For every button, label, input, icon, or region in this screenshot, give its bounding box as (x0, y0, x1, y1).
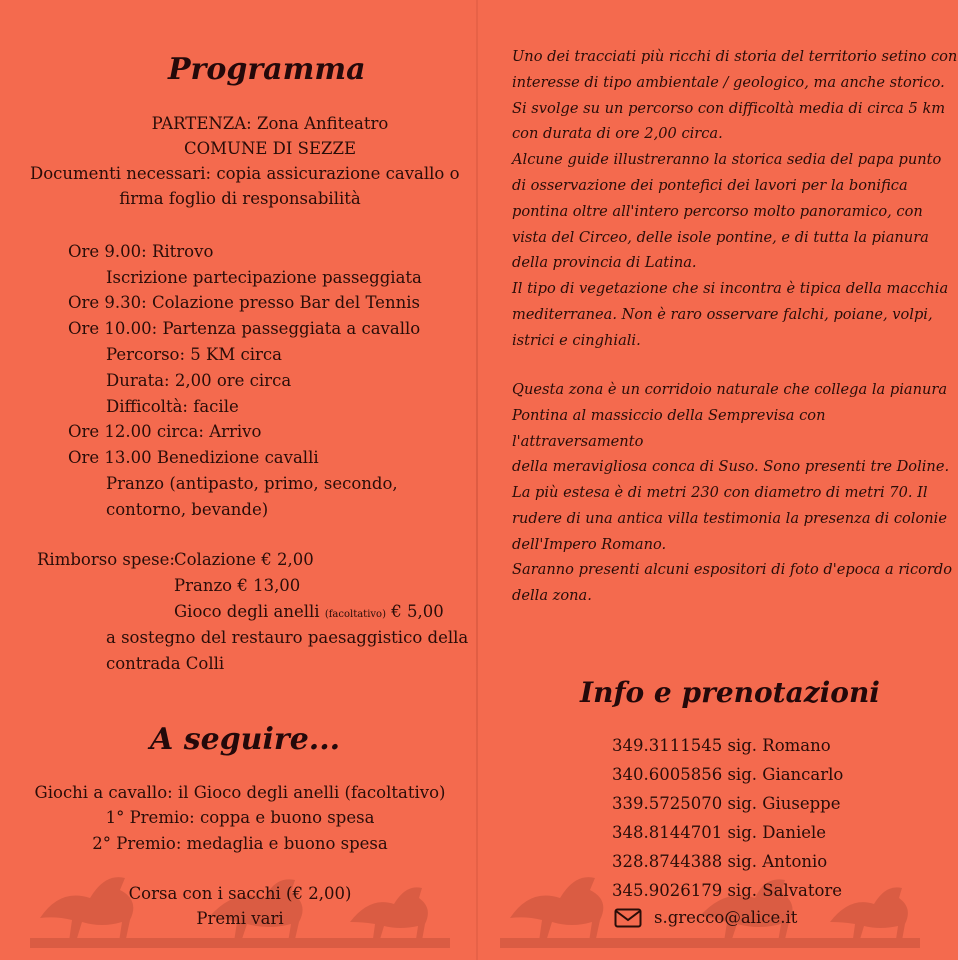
schedule-item: Durata: 2,00 ore circa (106, 371, 292, 390)
description-line: Il tipo di vegetazione che si incontra è tipica della macchia (512, 280, 949, 298)
partenza-line: PARTENZA: Zona Anfiteatro (151, 114, 389, 133)
description-line: Alcune guide illustreranno la storica sedia del papa punto (512, 151, 942, 169)
schedule-item: Pranzo (antipasto, primo, secondo, (106, 474, 398, 493)
description-line: vista del Circeo, delle isole pontine, e di tutta la pianura (512, 228, 929, 246)
documenti-line-1: Documenti necessari: copia assicurazione cavallo o (30, 164, 460, 183)
contact-phone[interactable]: 349.3111545 sig. Romano (612, 736, 831, 755)
info-title: Info e prenotazioni (580, 676, 880, 709)
description-line: Saranno presenti alcuni espositori di foto d'epoca a ricordo (512, 561, 953, 578)
rimborso-gioco-label: Gioco degli anelli (174, 602, 320, 621)
schedule-item: contorno, bevande) (106, 500, 269, 519)
schedule-item: Ore 9.30: Colazione presso Bar del Tennis (68, 293, 420, 312)
description-paragraph-3 (512, 557, 952, 609)
sostegno-line-2: contrada Colli (106, 654, 225, 673)
sostegno-line-1: a sostegno del restauro paesaggistico della (106, 628, 469, 647)
contact-phone[interactable]: 328.8744388 sig. Antonio (612, 852, 828, 871)
description-paragraph-2 (512, 377, 958, 558)
schedule-item: Difficoltà: facile (106, 397, 239, 416)
envelope-icon (614, 908, 642, 928)
description-line: istrici e cinghiali. (512, 331, 641, 349)
description-line: Questa zona è un corridoio naturale che collega la pianura (512, 381, 948, 398)
corsa-line: Corsa con i sacchi (€ 2,00) (128, 884, 352, 903)
email-link[interactable]: s.grecco@alice.it (654, 908, 798, 927)
rimborso-pranzo: Pranzo € 13,00 (174, 576, 301, 595)
rimborso-label: Rimborso spese: (37, 550, 175, 569)
description-line: Si svolge su un percorso con difficoltà media di circa 5 km (512, 99, 946, 117)
description-line: interesse di tipo ambientale / geologico, ma anche storico. (512, 73, 945, 91)
description-line: dell'Impero Romano. (512, 535, 667, 553)
seguire-title: A seguire... (150, 722, 341, 757)
description-line: La più estesa è di metri 230 con diametro di metri 70. Il (512, 484, 928, 502)
description-line: della zona. (512, 586, 592, 604)
schedule-item: Ore 12.00 circa: Arrivo (68, 422, 262, 441)
description-line: della provincia di Latina. (512, 254, 697, 272)
description-line: rudere di una antica villa testimonia la presenza di colonie (512, 509, 947, 527)
schedule-item: Ore 13.00 Benedizione cavalli (68, 448, 319, 467)
documenti-line-2: firma foglio di responsabilità (119, 189, 361, 208)
rimborso-colazione: Colazione € 2,00 (174, 550, 314, 569)
contact-phone[interactable]: 339.5725070 sig. Giuseppe (612, 794, 841, 813)
seguire-line: 1° Premio: coppa e buono spesa (105, 808, 375, 827)
seguire-line: Giochi a cavallo: il Gioco degli anelli (facoltativo) (34, 783, 446, 802)
contact-phone[interactable]: 345.9026179 sig. Salvatore (612, 881, 843, 900)
description-line: mediterranea. Non è raro osservare falchi, poiane, volpi, (512, 305, 933, 323)
schedule-item: Iscrizione partecipazione passeggiata (106, 268, 422, 287)
description-line: di osservazione dei pontefici dei lavori per la bonifica (512, 176, 908, 194)
rimborso-gioco (174, 602, 444, 621)
description-line: pontina oltre all'intero percorso molto panoramico, con (512, 202, 923, 220)
description-line: con durata di ore 2,00 circa. (512, 125, 723, 143)
seguire-line: 2° Premio: medaglia e buono spesa (92, 834, 388, 853)
comune-line: COMUNE DI SEZZE (184, 139, 356, 158)
schedule-item: Ore 9.00: Ritrovo (68, 242, 214, 261)
rimborso-facoltativo: (facoltativo) (324, 609, 386, 620)
schedule-item: Ore 10.00: Partenza passeggiata a cavallo (68, 319, 421, 338)
description-line: Pontina al massiccio della Semprevisa con l'attraversamento (512, 406, 826, 450)
description-line: della meravigliosa conca di Suso. Sono presenti tre Doline. (512, 458, 950, 476)
description-paragraph-1 (512, 44, 957, 354)
contact-phone[interactable]: 340.6005856 sig. Giancarlo (612, 765, 844, 784)
description-line: Uno dei tracciati più ricchi di storia del territorio setino con (512, 48, 958, 65)
contact-phone[interactable]: 348.8144701 sig. Daniele (612, 823, 827, 842)
schedule-item: Percorso: 5 KM circa (106, 345, 282, 364)
premi-line: Premi vari (196, 909, 284, 928)
rimborso-gioco-price: € 5,00 (391, 602, 444, 621)
programma-title: Programma (168, 52, 366, 87)
